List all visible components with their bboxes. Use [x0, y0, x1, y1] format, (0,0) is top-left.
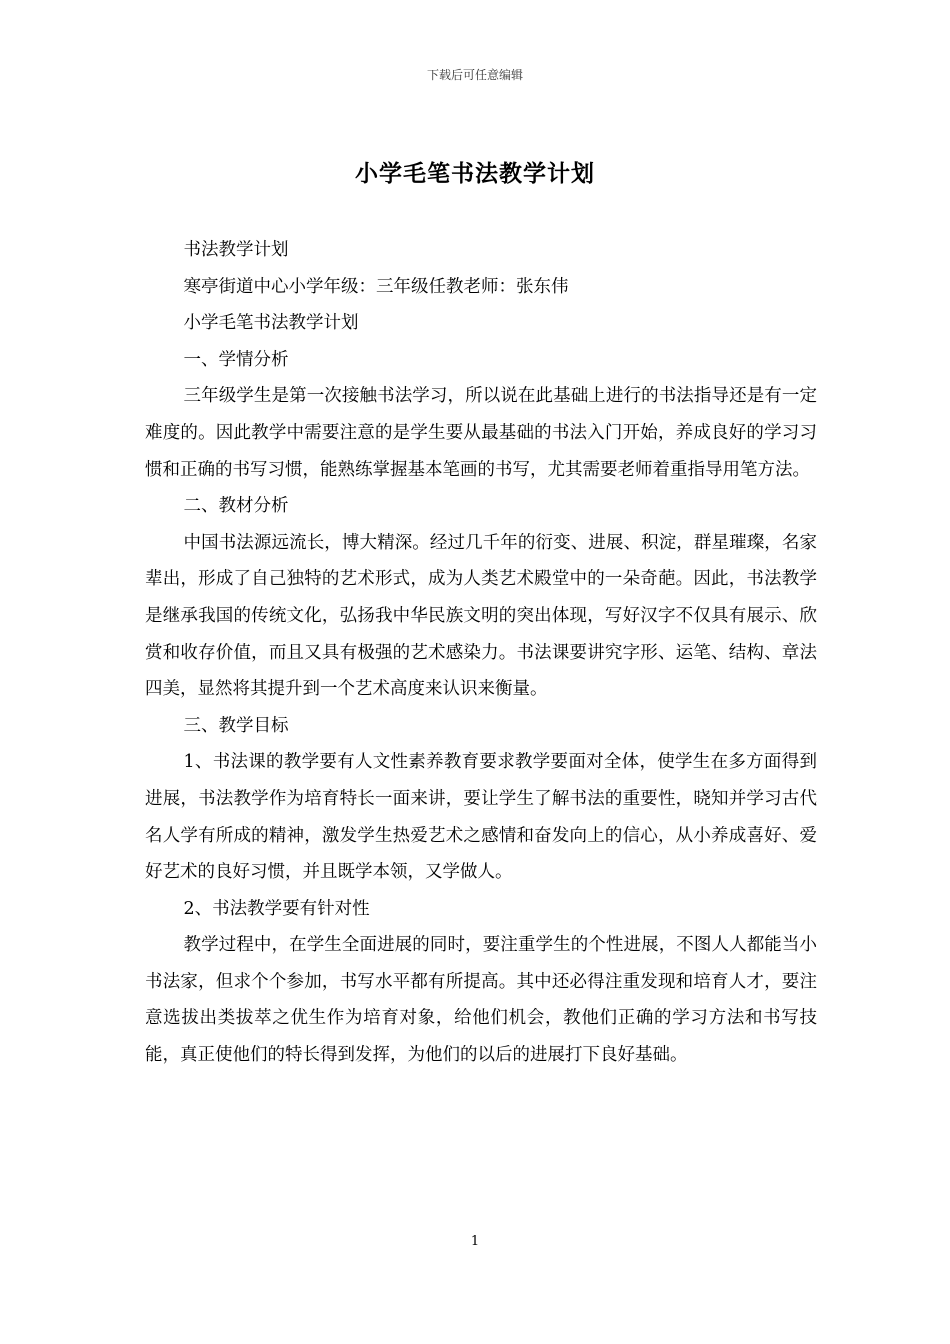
- header-note: 下载后可任意编辑: [426, 68, 523, 82]
- section-heading-student-analysis: 一、学情分析: [183, 349, 289, 370]
- paragraph-school-info: 寒亭街道中心小学年级：三年级任教老师：张东伟: [183, 276, 569, 297]
- document-body: [145, 232, 817, 1074]
- paragraph-subtitle: 小学毛笔书法教学计划: [183, 313, 359, 334]
- paragraph-goal-2: 教学过程中，在学生全面进展的同时，要注重学生的个性进展，不图人人都能当小书法家，但求个个参加，书写水平都有所提高。其中还必得注重发现和培育人才，要注意选拔出类拔萃之优生作为培育对象，给他们机会，教他们正确的学习方法和书写技能，真正使他们的特长得到发挥，为他们的以后的进展打下良好基础。: [145, 935, 817, 1066]
- paragraph-goal-2-heading: 2、书法教学要有针对性: [183, 898, 370, 919]
- paragraph-plan-heading: 书法教学计划: [183, 240, 289, 260]
- paragraph-student-analysis: 三年级学生是第一次接触书法学习，所以说在此基础上进行的书法指导还是有一定难度的。因此教学中需要注意的是学生要从最基础的书法入门开始，养成良好的学习习惯和正确的书写习惯，能熟练掌握基本笔画的书写，尤其需要老师着重指导用笔方法。: [145, 386, 817, 480]
- paragraph-material-analysis: 中国书法源远流长，博大精深。经过几千年的衍变、进展、积淀，群星璀璨，名家辈出，形成了自己独特的艺术形式，成为人类艺术殿堂中的一朵奇葩。因此，书法教学是继承我国的传统文化，弘扬我中华民族文明的突出体现，写好汉字不仅具有展示、欣赏和收存价值，而且又具有极强的艺术感染力。书法课要讲究字形、运笔、结构、章法四美，显然将其提升到一个艺术高度来认识来衡量。: [145, 532, 817, 700]
- section-heading-teaching-goals: 三、教学目标: [183, 715, 289, 736]
- page-number: 1: [470, 1234, 480, 1249]
- section-heading-material-analysis: 二、教材分析: [183, 496, 289, 517]
- document-title: 小学毛笔书法教学计划: [355, 160, 595, 187]
- paragraph-goal-1: 1、书法课的教学要有人文性素养教育要求教学要面对全体，使学生在多方面得到进展，书法教学作为培育特长一面来讲，要让学生了解书法的重要性，晓知并学习古代名人学有所成的精神，激发学生热爱艺术之感情和奋发向上的信心，从小养成喜好、爱好艺术的良好习惯，并且既学本领，又学做人。: [145, 752, 817, 883]
